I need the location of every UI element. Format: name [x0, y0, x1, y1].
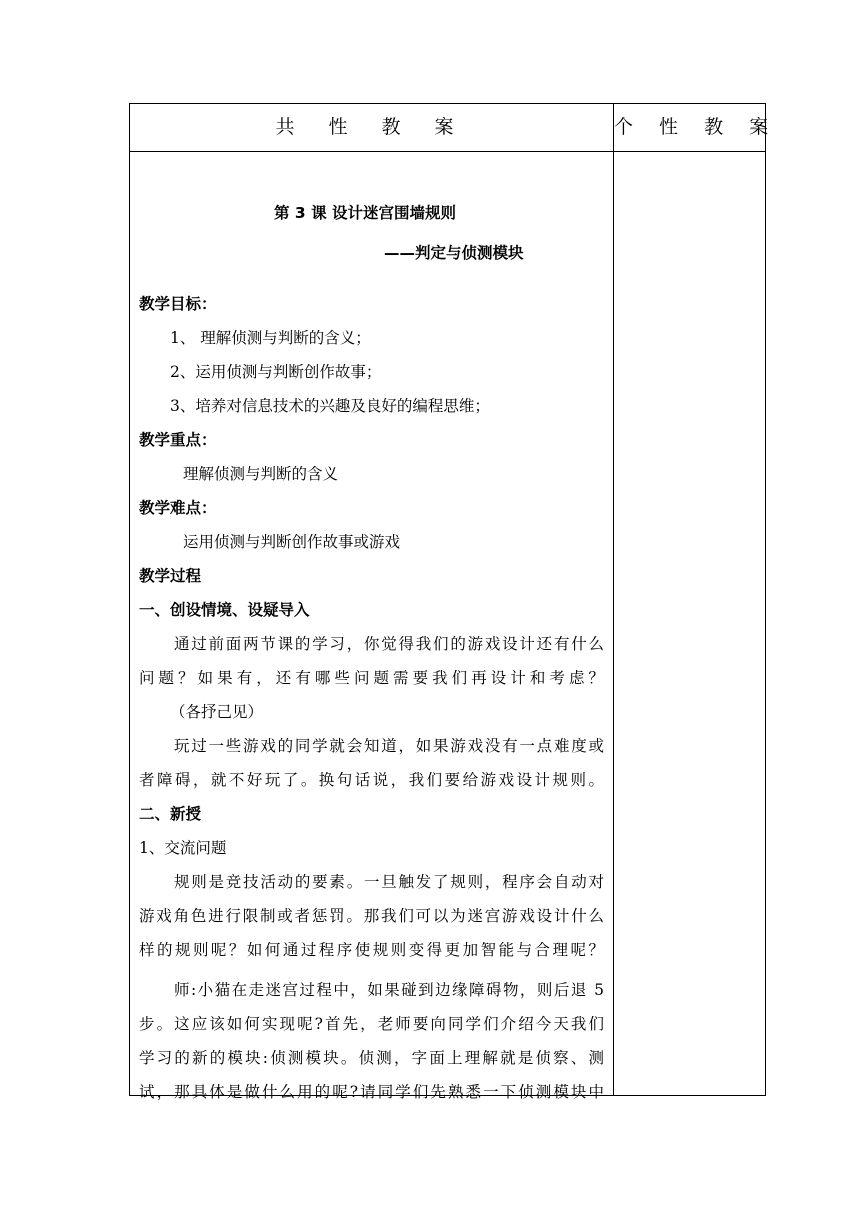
objectives-heading: 教学目标： [139, 295, 217, 313]
section2-subheading: 1、交流问题 [139, 839, 227, 857]
paragraph-line: 玩过一些游戏的同学就会知道，如果游戏没有一点难度或 [174, 737, 604, 755]
paragraph-line: 学习的新的模块:侦测模块。侦测，字面上理解就是侦察、测 [139, 1049, 604, 1067]
difficulties-text: 运用侦测与判断创作故事或游戏 [183, 533, 401, 551]
paragraph-line: 师:小猫在走迷宫过程中，如果碰到边缘障碍物，则后退 5 [174, 981, 604, 999]
section2-heading: 二、新授 [139, 805, 202, 823]
column-divider [613, 104, 614, 1095]
paragraph-line: 者障碍，就不好玩了。换句话说，我们要给游戏设计规则。 [139, 771, 604, 789]
common-plan-header: 共 性 教 案 [275, 116, 468, 138]
individual-plan-header: 个 性 教 案 [614, 116, 779, 138]
objective-item: 1、 理解侦测与判断的含义； [170, 329, 371, 347]
lesson-plan-table [129, 103, 779, 1101]
paragraph-line: 规则是竞技活动的要素。一旦触发了规则，程序会自动对 [174, 873, 604, 891]
process-heading: 教学过程 [139, 567, 202, 585]
paragraph-line: 步。这应该如何实现呢?首先，老师要向同学们介绍今天我们 [139, 1015, 604, 1033]
objective-item: 2、运用侦测与判断创作故事； [170, 363, 382, 381]
paragraph-line: 试，那具体是做什么用的呢?请同学们先熟悉一下侦测模块中 [139, 1083, 604, 1101]
difficulties-heading: 教学难点： [139, 499, 217, 517]
key-points-heading: 教学重点： [139, 431, 217, 449]
key-points-text: 理解侦测与判断的含义 [183, 465, 339, 483]
paragraph-line: 问题？如果有，还有哪些问题需要我们再设计和考虑？ [139, 669, 604, 687]
paragraph-line: 通过前面两节课的学习，你觉得我们的游戏设计还有什么 [174, 635, 604, 653]
paragraph-line: 游戏角色进行限制或者惩罚。那我们可以为迷宫游戏设计什么 [139, 907, 604, 925]
section1-heading: 一、创设情境、设疑导入 [139, 601, 310, 619]
paragraph-line: （各抒己见） [170, 703, 264, 721]
lesson-subtitle: ——判定与侦测模块 [384, 244, 524, 262]
header-divider [130, 151, 765, 152]
lesson-title: 第 3 课 设计迷宫围墙规则 [274, 204, 456, 222]
objective-item: 3、培养对信息技术的兴趣及良好的编程思维； [170, 397, 490, 415]
paragraph-line: 样的规则呢？如何通过程序使规则变得更加智能与合理呢？ [139, 941, 604, 959]
